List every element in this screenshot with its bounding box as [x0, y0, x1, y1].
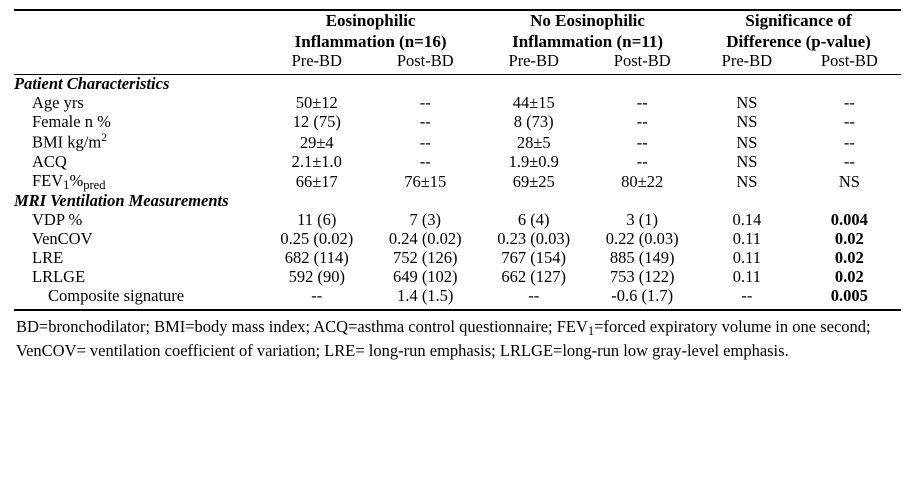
table-row: [14, 153, 901, 172]
cell-vdp-eos-pre: 11 (6): [297, 210, 337, 230]
cell-lre-sig-post: 0.02: [834, 248, 864, 268]
cell-lre-eos-pre: 682 (114): [284, 248, 349, 268]
results-table: [14, 6, 901, 311]
cell-fev1-eos-pre: 66±17: [295, 172, 338, 192]
cell-acq-noeos-pre: 1.9±0.9: [508, 151, 559, 171]
cell-vdp-sig-post: 0.004: [830, 210, 868, 230]
table-row: [14, 172, 901, 193]
table-row: [14, 287, 901, 306]
cell-age-eos-pre: 50±12: [295, 93, 338, 113]
cell-female-noeos-pre: 8 (73): [513, 112, 554, 132]
row-label-lrlge: LRLGE: [32, 267, 86, 287]
cell-composite-eos-pre: --: [311, 286, 323, 306]
table-row: [14, 132, 901, 152]
cell-vencov-eos-post: 0.24 (0.02): [388, 229, 462, 249]
cell-bmi-noeos-post: --: [636, 132, 648, 152]
group-header-significance-line2: Difference (p-value): [726, 31, 871, 51]
cell-vencov-eos-pre: 0.25 (0.02): [280, 229, 354, 249]
row-label-lre: LRE: [32, 248, 64, 268]
cell-bmi-noeos-pre: 28±5: [516, 132, 551, 152]
sub-header-row: [14, 52, 901, 71]
row-label-fev1: FEV1%pred: [32, 170, 106, 192]
cell-lrlge-noeos-pre: 662 (127): [501, 267, 567, 287]
table-row: [14, 268, 901, 287]
cell-age-noeos-pre: 44±15: [512, 93, 555, 113]
cell-bmi-eos-pre: 29±4: [299, 132, 334, 152]
cell-composite-noeos-post: -0.6 (1.7): [611, 286, 674, 306]
cell-lrlge-eos-post: 649 (102): [392, 267, 458, 287]
cell-fev1-sig-post: NS: [838, 172, 860, 192]
row-label-vencov: VenCOV: [32, 229, 93, 249]
cell-female-eos-pre: 12 (75): [292, 112, 341, 132]
cell-vdp-noeos-pre: 6 (4): [517, 210, 550, 230]
table-body: [14, 6, 901, 310]
group-header-significance-line1: Significance of: [745, 11, 852, 30]
cell-age-sig-post: --: [843, 93, 855, 113]
table-row: [14, 211, 901, 230]
group-header-no-eosinophilic: [479, 10, 696, 52]
cell-lrlge-sig-post: 0.02: [834, 267, 864, 287]
cell-vencov-sig-pre: 0.11: [732, 229, 761, 249]
table-row: [14, 113, 901, 132]
group-header-eosinophilic-line2: Inflammation (n=16): [294, 31, 447, 51]
table-bottom-rule: [14, 306, 901, 310]
cell-composite-noeos-pre: --: [528, 286, 540, 306]
cell-lrlge-noeos-post: 753 (122): [609, 267, 675, 287]
cell-fev1-noeos-post: 80±22: [621, 172, 664, 192]
cell-vencov-noeos-pre: 0.23 (0.03): [497, 229, 571, 249]
cell-bmi-sig-pre: NS: [736, 132, 758, 152]
cell-composite-sig-pre: --: [741, 286, 753, 306]
group-header-row: [14, 10, 901, 52]
table-footnote: BD=bronchodilator; BMI=body mass index; ACQ=asthma control questionnaire; FEV1=forced expiratory volume in one second; VenCOV= ventilation coefficient of variation; LRE= long-run emphasis; LRLGE=long-run low gray-level emphasis.: [16, 317, 871, 360]
cell-vencov-noeos-post: 0.22 (0.03): [605, 229, 679, 249]
cell-acq-eos-pre: 2.1±1.0: [291, 151, 342, 171]
table-row: [14, 249, 901, 268]
cell-bmi-eos-post: --: [419, 132, 431, 152]
cell-female-eos-post: --: [419, 112, 431, 132]
sub-header-eos-post-bd: Post-BD: [396, 51, 454, 71]
sub-header-sig-post-bd: Post-BD: [820, 51, 878, 71]
row-label-composite-signature: Composite signature: [48, 286, 185, 306]
section-header-patient-characteristics: [14, 75, 901, 94]
group-header-eosinophilic: [262, 10, 479, 52]
cell-fev1-eos-post: 76±15: [404, 172, 447, 192]
cell-female-sig-pre: NS: [736, 112, 758, 132]
section-header-mri-ventilation: [14, 192, 901, 211]
cell-lre-noeos-pre: 767 (154): [501, 248, 567, 268]
cell-age-noeos-post: --: [636, 93, 648, 113]
sub-header-eos-pre-bd: Pre-BD: [291, 51, 342, 71]
cell-lrlge-sig-pre: 0.11: [732, 267, 761, 287]
sub-header-noeos-post-bd: Post-BD: [613, 51, 671, 71]
cell-vdp-noeos-post: 3 (1): [626, 210, 659, 230]
table-row: [14, 94, 901, 113]
cell-lrlge-eos-pre: 592 (90): [288, 267, 345, 287]
cell-composite-eos-post: 1.4 (1.5): [397, 286, 454, 306]
cell-female-noeos-post: --: [636, 112, 648, 132]
cell-age-sig-pre: NS: [736, 93, 758, 113]
cell-fev1-sig-pre: NS: [736, 172, 758, 192]
table-row: [14, 230, 901, 249]
cell-age-eos-post: --: [419, 93, 431, 113]
group-header-significance: [696, 10, 901, 52]
row-label-female: Female n %: [32, 112, 111, 132]
cell-acq-sig-post: --: [843, 151, 855, 171]
cell-vdp-eos-post: 7 (3): [409, 210, 442, 230]
row-label-vdp: VDP %: [32, 210, 83, 230]
group-header-no-eosinophilic-line1: No Eosinophilic: [530, 11, 645, 30]
cell-lre-noeos-post: 885 (149): [609, 248, 675, 268]
group-header-no-eosinophilic-line2: Inflammation (n=11): [512, 31, 663, 51]
cell-acq-sig-pre: NS: [736, 151, 758, 171]
cell-fev1-noeos-pre: 69±25: [512, 172, 555, 192]
cell-acq-eos-post: --: [419, 151, 431, 171]
cell-female-sig-post: --: [843, 112, 855, 132]
row-label-age: Age yrs: [32, 93, 84, 113]
sub-header-blank: [14, 52, 262, 71]
sub-header-noeos-pre-bd: Pre-BD: [508, 51, 559, 71]
row-label-acq: ACQ: [32, 151, 67, 171]
cell-lre-eos-post: 752 (126): [392, 248, 458, 268]
section-title: MRI Ventilation Measurements: [14, 191, 229, 211]
cell-composite-sig-post: 0.005: [830, 286, 868, 306]
cell-lre-sig-pre: 0.11: [732, 248, 761, 268]
section-title: Patient Characteristics: [14, 74, 170, 94]
group-header-blank: [14, 10, 262, 52]
cell-vdp-sig-pre: 0.14: [732, 210, 762, 230]
row-label-bmi: BMI $kg/m^2$: [32, 132, 107, 152]
cell-acq-noeos-post: --: [636, 151, 648, 171]
cell-bmi-sig-post: --: [843, 132, 855, 152]
cell-vencov-sig-post: 0.02: [834, 229, 864, 249]
sub-header-sig-pre-bd: Pre-BD: [721, 51, 773, 71]
group-header-eosinophilic-line1: Eosinophilic: [325, 11, 416, 30]
